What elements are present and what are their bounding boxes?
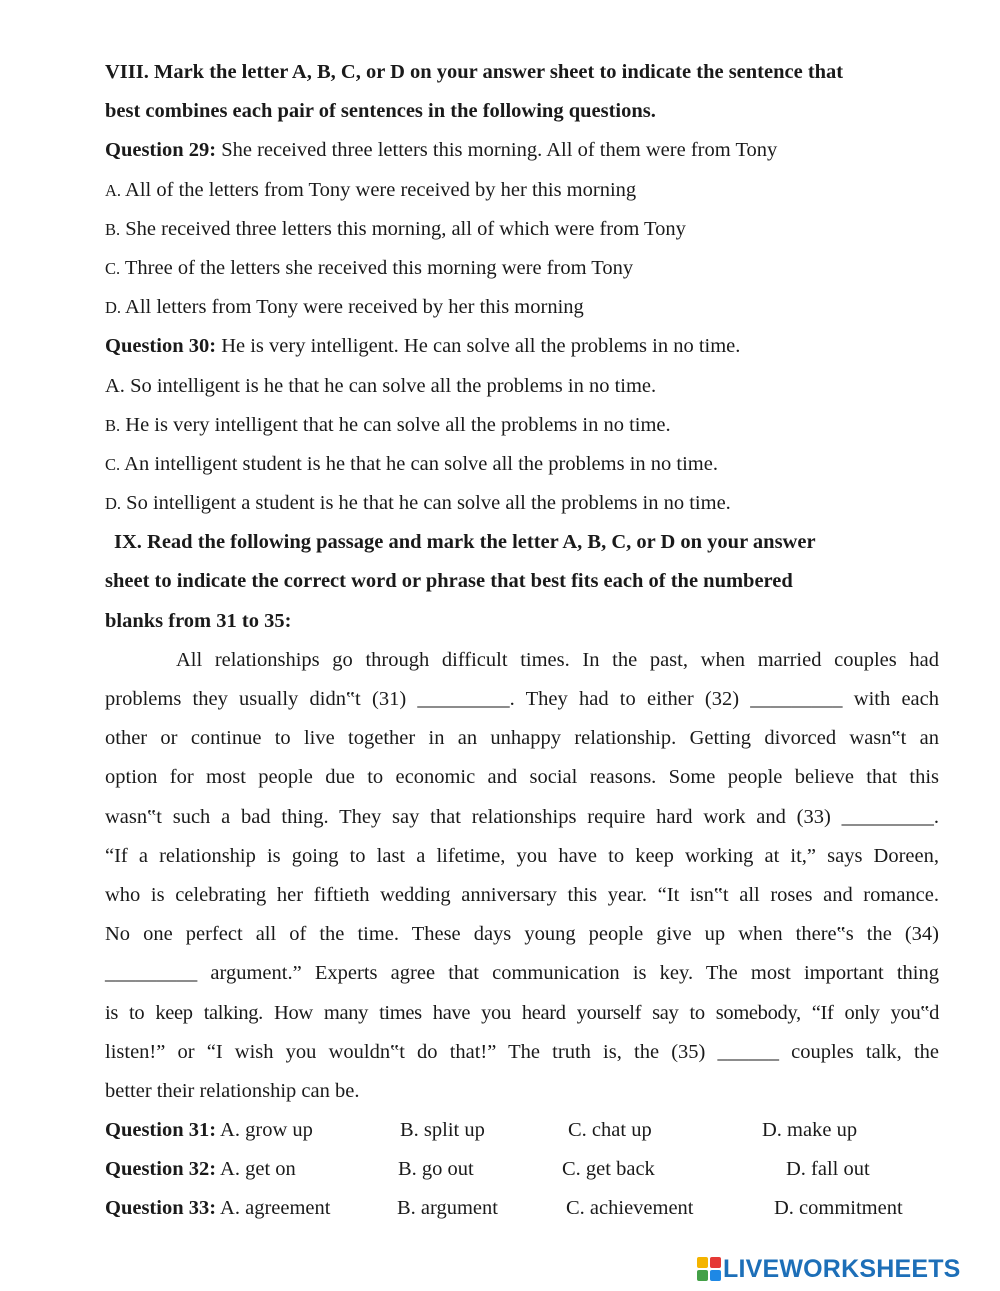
- option-d: D. fall out: [786, 1158, 870, 1181]
- liveworksheets-logo-text: LIVEWORKSHEETS: [723, 1254, 961, 1283]
- option-c: C. chat up: [568, 1119, 652, 1142]
- question-label: Question 32: A. get on: [105, 1158, 296, 1181]
- question-29-option-b: B. She received three letters this morning, all of which were from Tony: [105, 217, 686, 240]
- passage-line: who is celebrating her fiftieth wedding anniversary this year. “It isn‟t all roses and romance.: [105, 883, 939, 906]
- question-29-option-d: D. All letters from Tony were received by her this morning: [105, 296, 584, 319]
- passage-line: other or continue to live together in an unhappy relationship. Getting divorced wasn‟t an: [105, 727, 939, 750]
- option-c: C. get back: [562, 1158, 655, 1181]
- reading-passage: [105, 641, 939, 1111]
- question-30-option-d: D. So intelligent a student is he that he can solve all the problems in no time.: [105, 492, 731, 515]
- question-29-stem: Question 29: She received three letters this morning. All of them were from Tony: [105, 139, 778, 162]
- question-32-options: [105, 1150, 939, 1189]
- section-9-heading-line-1: IX. Read the following passage and mark the letter A, B, C, or D on your answer: [114, 531, 816, 554]
- passage-line: _________ argument.” Experts agree that communication is key. The most important thing: [105, 962, 939, 985]
- passage-line: option for most people due to economic and social reasons. Some people believe that this: [105, 766, 939, 789]
- option-d: D. commitment: [774, 1197, 903, 1220]
- section-9-heading-line-3: blanks from 31 to 35:: [105, 609, 292, 632]
- passage-line: is to keep talking. How many times have you heard yourself say to somebody, “If only you‟d: [105, 1001, 939, 1024]
- liveworksheets-logo-icon: [697, 1257, 721, 1281]
- option-b: B. go out: [398, 1158, 474, 1181]
- question-30-option-a: A. So intelligent is he that he can solve all the problems in no time.: [105, 374, 657, 397]
- passage-line: All relationships go through difficult times. In the past, when married couples had: [176, 648, 939, 671]
- option-b: B. argument: [397, 1197, 498, 1220]
- liveworksheets-logo: [697, 1254, 961, 1284]
- passage-line: problems they usually didn‟t (31) _________. They had to either (32) _________ with each: [105, 688, 939, 710]
- question-31-options: [105, 1111, 939, 1150]
- passage-line: listen!” or “I wish you wouldn‟t do that!” The truth is, the (35) ______ couples talk, the: [105, 1040, 939, 1063]
- question-33-options: [105, 1189, 939, 1228]
- question-30-stem: Question 30: He is very intelligent. He can solve all the problems in no time.: [105, 335, 741, 358]
- option-c: C. achievement: [566, 1197, 694, 1220]
- question-label: Question 33: A. agreement: [105, 1197, 331, 1220]
- question-30-option-b: B. He is very intelligent that he can solve all the problems in no time.: [105, 413, 671, 436]
- question-29-option-a: A. All of the letters from Tony were received by her this morning: [105, 178, 637, 201]
- section-8-heading-line-2: best combines each pair of sentences in the following questions.: [105, 100, 656, 123]
- option-b: B. split up: [400, 1119, 485, 1142]
- section-8-heading-line-1: VIII. Mark the letter A, B, C, or D on your answer sheet to indicate the sentence that: [105, 61, 844, 83]
- passage-line: “If a relationship is going to last a lifetime, you have to keep working at it,” says Doreen,: [105, 844, 939, 867]
- option-d: D. make up: [762, 1119, 858, 1142]
- passage-line: better their relationship can be.: [105, 1079, 360, 1102]
- passage-line: wasn‟t such a bad thing. They say that relationships require hard work and (33) _________.: [105, 805, 939, 828]
- section-9-heading-line-2: sheet to indicate the correct word or phrase that best fits each of the numbered: [105, 570, 793, 593]
- question-29-option-c: C. Three of the letters she received this morning were from Tony: [105, 256, 634, 279]
- passage-line: No one perfect all of the time. These days young people give up when there‟s the (34): [105, 923, 939, 946]
- question-label: Question 31: A. grow up: [105, 1119, 313, 1142]
- worksheet-page: [105, 53, 939, 1229]
- question-30-option-c: C. An intelligent student is he that he can solve all the problems in no time.: [105, 452, 718, 475]
